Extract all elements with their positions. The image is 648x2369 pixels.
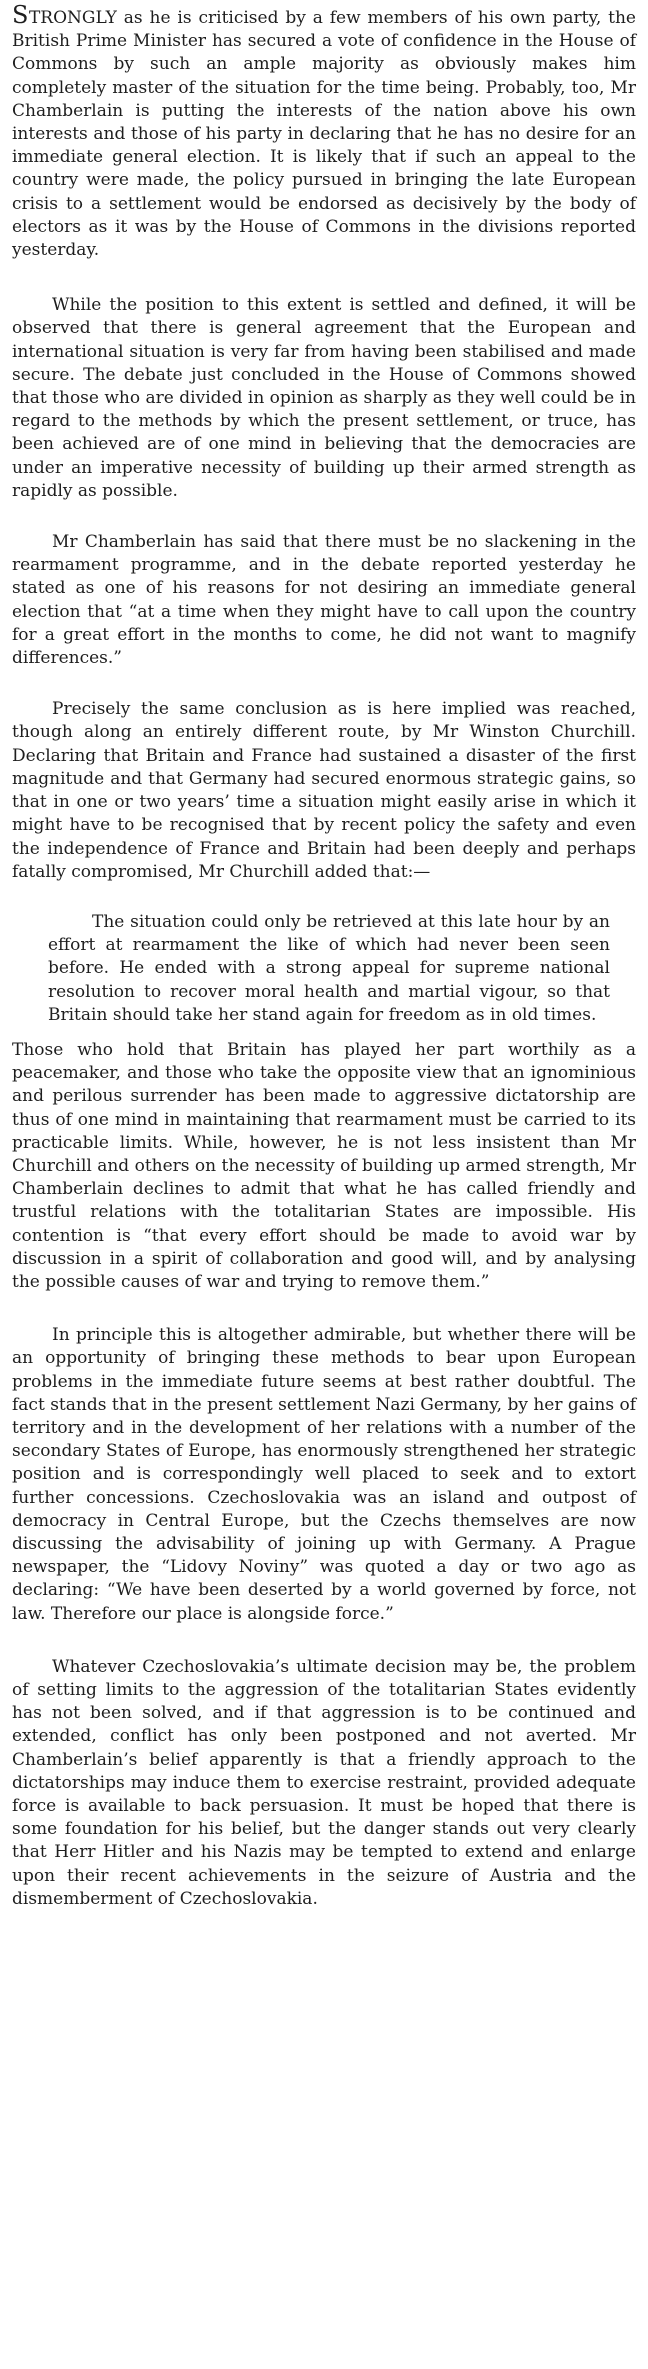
block-quote: The situation could only be retrieved at this late hour by an effort at rearmament the like of which had never been seen before. He ended with a strong appeal for supreme national resolution to recover moral health and martial vigour, so that Britain should take her stand again for freedom as in old times.: [48, 911, 610, 1025]
paragraph-6: Those who hold that Britain has played her part worthily as a peacemaker, and those who take the opposite view that an ignominious and perilous surrender has been made to aggressive dictatorship are thus of one mind in maintaining that rearmament must be carried to its practicable limits. While, however, he is not less insistent than Mr Churchill and others on the necessity of building up armed strength, Mr Chamberlain declines to admit that what he has called friendly and trustful relations with the totalitarian States are impossible. His contention is “that every effort should be made to avoid war by discussion in a spirit of collaboration and good will, and by analysing the possible causes of war and trying to remove them.”: [12, 1039, 636, 1292]
paragraph-1: [12, 1, 636, 262]
paragraph-8: Whatever Czechoslovakia’s ultimate decision may be, the problem of setting limits to the aggression of the totalitarian States evidently has not been solved, and if that aggression is to be continued and extended, conflict has only been postponed and not averted. Mr Chamberlain’s belief apparently is that a friendly approach to the dictatorships may induce them to exercise restraint, provided adequate force is available to back persuasion. It must be hoped that there is some foundation for his belief, but the danger stands out very clearly that Herr Hitler and his Nazis may be tempted to extend and enlarge upon their recent achievements in the seizure of Austria and the dismemberment of Czechoslovakia.: [12, 1656, 636, 1909]
paragraph-1-text: TRONGLY as he is criticised by a few members of his own party, the British Prime Minister has secured a vote of confidence in the House of Commons by such an ample majority as obviously makes him completely master of the situation for the time being. Probably, too, Mr Chamberlain is putting the interests of the nation above his own interests and those of his party in declaring that he has no desire for an immediate general election. It is likely that if such an appeal to the country were made, the policy pursued in bringing the late European crisis to a settlement would be endorsed as decisively by the body of electors as it was by the House of Commons in the divisions reported yesterday.: [12, 8, 636, 261]
paragraph-2: While the position to this extent is settled and defined, it will be observed that there is general agreement that the European and international situation is very far from having been stabilised and made secure. The debate just concluded in the House of Commons showed that those who are divided in opinion as sharply as they well could be in regard to the methods by which the present settlement, or truce, has been achieved are of one mind in believing that the democracies are under an imperative necessity of building up their armed strength as rapidly as possible.: [12, 295, 636, 501]
paragraph-7: In principle this is altogether admirable, but whether there will be an opportunity of bringing these methods to bear upon European problems in the immediate future seems at best rather doubtful. The fact stands that in the present settlement Nazi Germany, by her gains of territory and in the development of her relations with a number of the secondary States of Europe, has enormously strengthened her strategic position and is correspondingly well placed to seek and to extort further concessions. Czechoslovakia was an island and outpost of democracy in Central Europe, but the Czechs themselves are now discussing the advisability of joining up with Germany. A Prague newspaper, the “Lidovy Noviny” was quoted a day or two ago as declaring: “We have been deserted by a world governed by force, not law. Therefore our place is alongside force.”: [12, 1325, 636, 1624]
paragraph-3: Mr Chamberlain has said that there must be no slackening in the rearmament programme, and in the debate reported yesterday he stated as one of his reasons for not desiring an immediate general election that “at a time when they might have to call upon the country for a great effort in the months to come, he did not want to magnify differences.”: [12, 532, 636, 669]
paragraph-4: Precisely the same conclusion as is here implied was reached, though along an entirely different route, by Mr Winston Churchill. Declaring that Britain and France had sustained a disaster of the first magnitude and that Germany had secured enormous strategic gains, so that in one or two years’ time a situation might easily arise in which it might have to be recognised that by recent policy the safety and even the independence of France and Britain had been deeply and perhaps fatally compromised, Mr Churchill added that:—: [12, 699, 636, 882]
initial-capital: S: [12, 1, 29, 29]
